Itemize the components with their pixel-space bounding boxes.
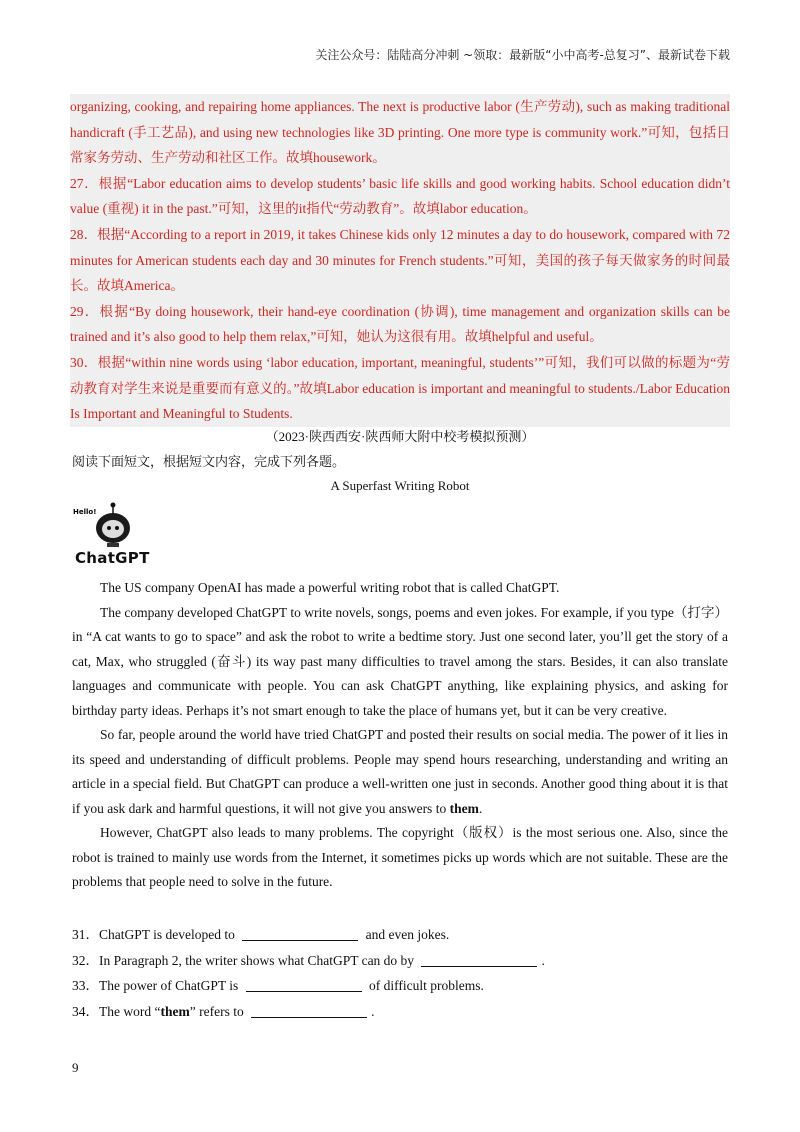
- question-32-end: .: [541, 952, 545, 968]
- article-title: A Superfast Writing Robot: [330, 478, 470, 493]
- question-34-mid: ” refers to: [189, 1003, 244, 1019]
- question-32: [72, 948, 728, 974]
- reading-instruction: 阅读下面短文，根据短文内容，完成下列各题。: [72, 454, 346, 469]
- question-31-text: 31．ChatGPT is developed to: [72, 927, 235, 942]
- article-paragraph-3: [72, 723, 728, 821]
- question-33-text: 33．The power of ChatGPT is: [72, 978, 239, 994]
- exam-source: （2023·陕西西安·陕西师大附中校考模拟预测）: [265, 429, 535, 444]
- article-paragraph-1: The US company OpenAI has made a powerful writing robot that is called ChatGPT.: [100, 580, 560, 595]
- paragraph-3-end: .: [478, 800, 483, 816]
- article-paragraph-4: However, ChatGPT also leads to many problems. The copyright（版权）is the most serious one. Also, since the robot is trained to mainly use words from the Internet, it sometimes picks up words which are not suitable. These are the problems that people need to solve in the future.: [72, 825, 728, 889]
- answer-blank-34[interactable]: [251, 1003, 367, 1018]
- answer-blank-33[interactable]: [246, 977, 362, 992]
- answer-blank-32[interactable]: [421, 952, 537, 967]
- paragraph-3-text: So far, people around the world have tried ChatGPT and posted their results on social media. The power of it lies in its speed and understanding of difficult problems. People may spend hours researching, understanding and writing an article in a special field. But ChatGPT can produce a well-written one just in seconds. Another good thing about it is that if you ask dark and harmful questions, it will not give you answers to: [72, 727, 728, 816]
- question-34-bold-word: them: [160, 1003, 190, 1019]
- answer-blank-31[interactable]: [242, 926, 358, 941]
- answer-27: 27．根据“Labor education aims to develop students’ basic life skills and good working habits. School education didn’t value (重视) it in the past.”可知，这里的it指代“劳动教育”。故填labor education。: [70, 175, 730, 217]
- question-34: [72, 999, 728, 1025]
- article-body: [72, 576, 728, 895]
- answer-29: 29．根据“By doing housework, their hand-eye coordination (协调), time management and organization skills can be trained and it’s also good to help them relax,”可知，她认为这很有用。故填helpful and useful。: [70, 303, 730, 345]
- page-header: 关注公众号：陆陆高分冲刺 ~领取：最新版“小中高考-总复习”、最新试卷下载: [315, 48, 730, 62]
- underlined-word-them: them: [449, 800, 479, 816]
- question-31: [72, 922, 728, 948]
- question-34-end: .: [371, 1003, 375, 1019]
- question-32-text: 32．In Paragraph 2, the writer shows what ChatGPT can do by: [72, 952, 415, 968]
- question-33: [72, 973, 728, 999]
- answer-30: 30．根据“within nine words using ‘labor education, important, meaningful, students’”可知，我们可以做的标题为“劳动教育对学生来说是重要而有意义的。”故填Labor education is important and meaningful to students./Labor Education Is Important and Meaningful to Students.: [70, 354, 730, 422]
- article-paragraph-2: The company developed ChatGPT to write novels, songs, poems and even jokes. For example, if you type（打字）in “A cat wants to go to space” and ask the robot to write a bedtime story. Just one second later, you’ll get the story of a cat, Max, who struggled (奋斗) its way past many difficulties to travel among the stars. Besides, it can also translate languages and communicate with people. You can ask ChatGPT anything, like explaining physics, and asking for birthday party ideas. Perhaps it’s not smart enough to take the place of humans yet, but it can be very creative.: [72, 604, 728, 718]
- logo-hello-text: Hello!: [73, 508, 97, 516]
- question-31-end: and even jokes.: [365, 927, 450, 942]
- question-34-text: 34．The word “: [72, 1003, 161, 1019]
- page-number: 9: [72, 1060, 79, 1075]
- chatgpt-logo-caption: ChatGPT: [75, 549, 150, 567]
- question-33-end: of difficult problems.: [368, 978, 484, 994]
- answer-28: 28．根据“According to a report in 2019, it takes Chinese kids only 12 minutes a day to do housework, compared with 72 minutes for American students each day and 30 minutes for French students.”可知，美国的孩子每天做家务的时间最长。故填America。: [70, 226, 730, 294]
- answer-paragraph-26-continued: organizing, cooking, and repairing home appliances. The next is productive labor (生产劳动), such as making traditional handicraft (手工艺品), and using new technologies like 3D printing. One more type is community work.”可知，包括日常家务劳动、生产劳动和社区工作。故填housework。: [70, 99, 730, 166]
- answer-key-block: [70, 94, 730, 427]
- question-list: [72, 922, 728, 1024]
